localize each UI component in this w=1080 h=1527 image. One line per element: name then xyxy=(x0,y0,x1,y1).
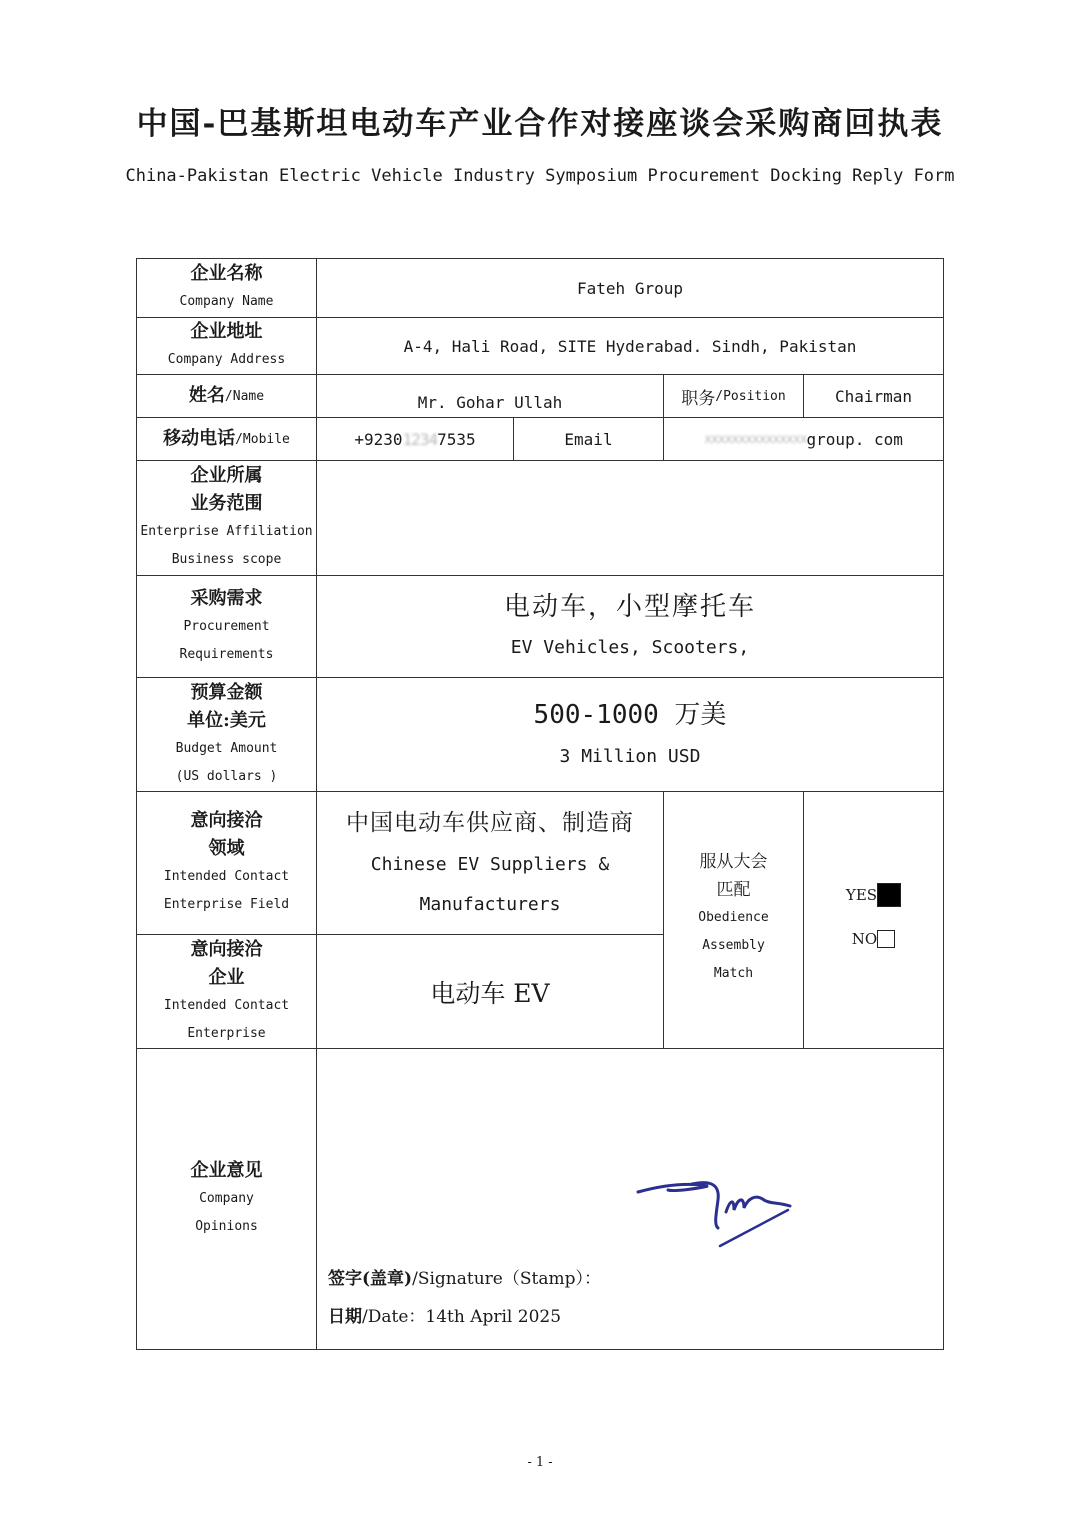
budget-label: 预算金额 单位:美元 Budget Amount (US dollars ) xyxy=(136,677,317,792)
no-option[interactable]: NO xyxy=(852,922,895,956)
name-value: Mr. Gohar Ullah xyxy=(316,374,664,418)
yes-checkbox[interactable] xyxy=(877,883,901,907)
mobile-value: +9230 1234 7535 xyxy=(316,417,514,461)
position-value: Chairman xyxy=(803,374,944,418)
form-subtitle: China-Pakistan Electric Vehicle Industry Symposium Procurement Docking Reply Form xyxy=(125,166,955,186)
contact-enterprise-value: 电动车 EV xyxy=(316,934,664,1049)
obedience-options xyxy=(803,791,944,1049)
opinions-label: 企业意见 Company Opinions xyxy=(136,1048,317,1350)
email-label: Email xyxy=(513,417,664,461)
obedience-label: 服从大会 匹配 Obedience Assembly Match xyxy=(663,791,804,1049)
contact-field-label: 意向接洽 领域 Intended Contact Enterprise Field xyxy=(136,791,317,935)
page-number: - 1 - xyxy=(527,1455,553,1470)
email-value: xxxxxxxxxxxxxxx group. com xyxy=(663,417,944,461)
contact-field-value: 中国电动车供应商、制造商 Chinese EV Suppliers & Manufacturers xyxy=(316,791,664,935)
redacted-email: xxxxxxxxxxxxxxx xyxy=(704,431,807,447)
company-address-value: A-4, Hali Road, SITE Hyderabad. Sindh, Pakistan xyxy=(316,317,944,375)
name-label: 姓名 /Name xyxy=(136,374,317,418)
mobile-label: 移动电话 /Mobile xyxy=(136,417,317,461)
position-label: 职务 /Position xyxy=(663,374,804,418)
form-title: 中国-巴基斯坦电动车产业合作对接座谈会采购商回执表 xyxy=(136,106,944,142)
company-name-value: Fateh Group xyxy=(316,258,944,318)
business-scope-label: 企业所属 业务范围 Enterprise Affiliation Business scope xyxy=(136,460,317,576)
contact-enterprise-label: 意向接洽 企业 Intended Contact Enterprise xyxy=(136,934,317,1049)
budget-value: 500-1000 万美 3 Million USD xyxy=(316,677,944,792)
redacted-digits: 1234 xyxy=(402,429,438,449)
procurement-value: 电动车，小型摩托车 EV Vehicles, Scooters, xyxy=(316,575,944,678)
signature-line: 签字(盖章)/Signature（Stamp）： xyxy=(328,1269,601,1289)
procurement-label: 采购需求 Procurement Requirements xyxy=(136,575,317,678)
handwritten-signature xyxy=(630,1170,800,1255)
no-checkbox[interactable] xyxy=(877,930,895,948)
company-name-label: 企业名称 Company Name xyxy=(136,258,317,318)
date-line: 日期/Date：14th April 2025 xyxy=(328,1307,562,1327)
company-address-label: 企业地址 Company Address xyxy=(136,317,317,375)
yes-option[interactable]: YES xyxy=(846,878,901,912)
business-scope-value xyxy=(316,460,944,576)
